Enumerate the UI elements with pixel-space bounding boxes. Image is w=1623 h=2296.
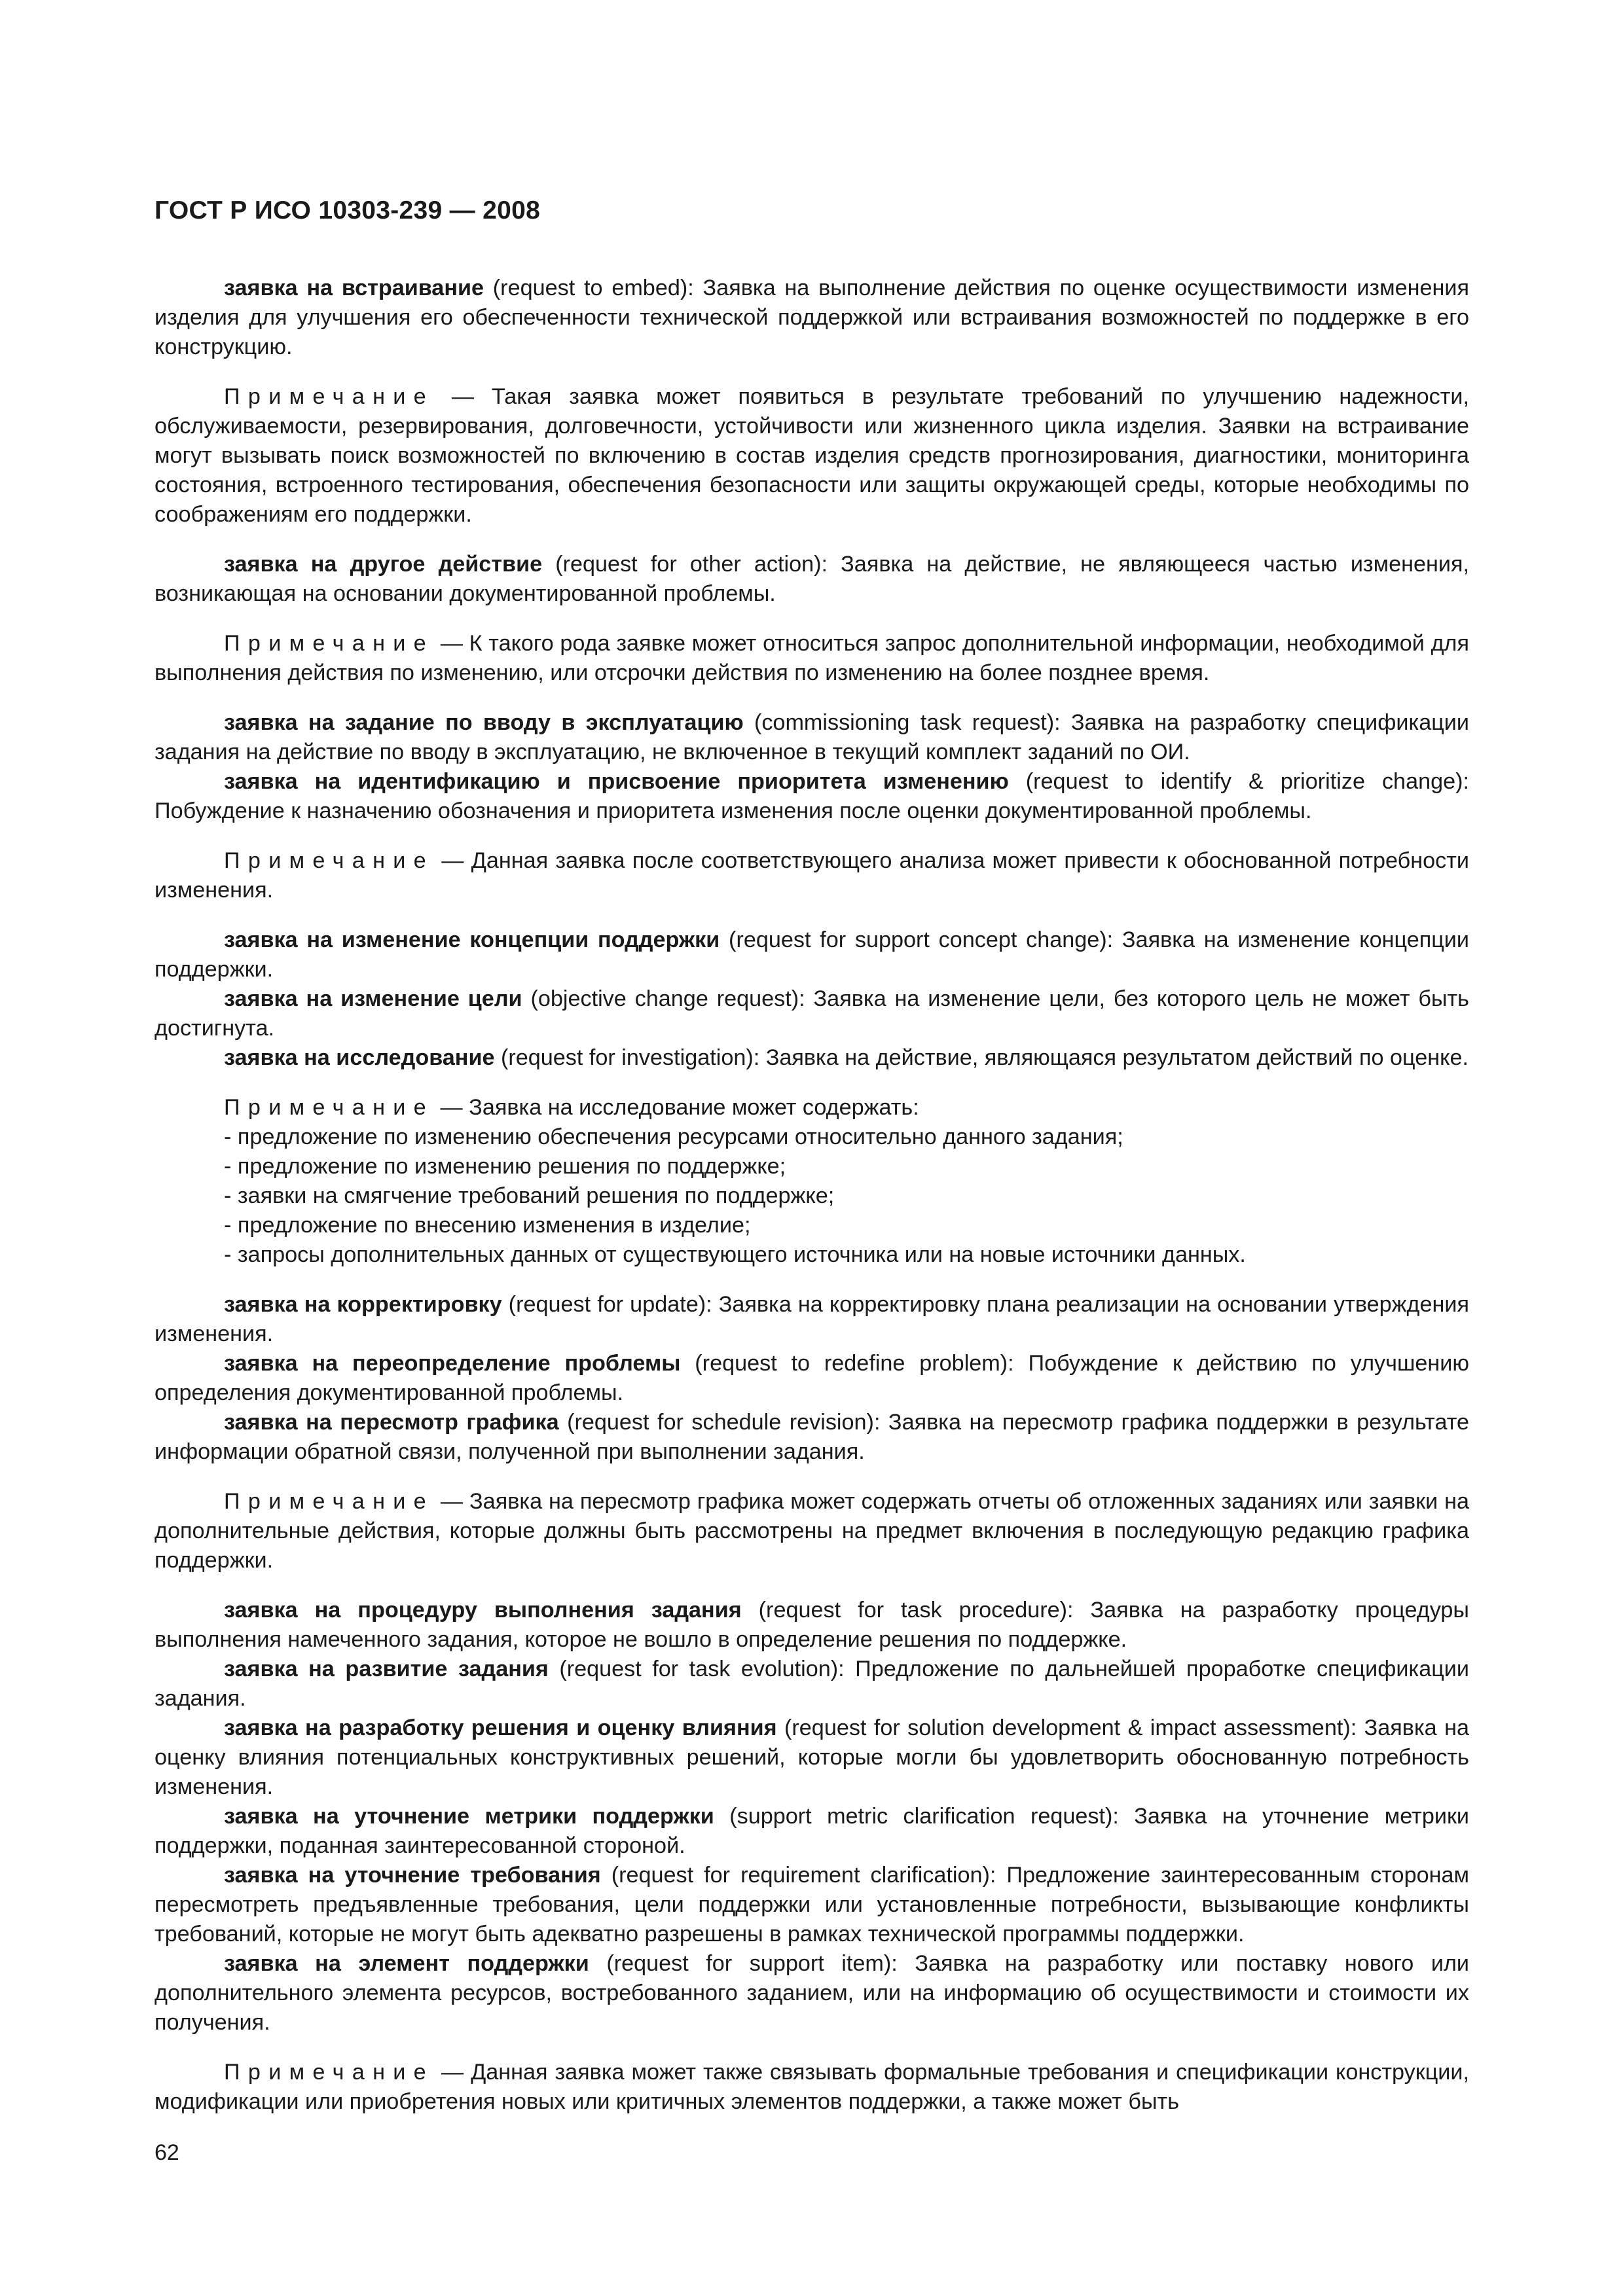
note-list-item: - предложение по изменению решения по поддержке; — [224, 1154, 786, 1179]
term-definition — [155, 1655, 1469, 1713]
term: заявка на встраивание — [224, 276, 484, 300]
term: заявка на задание по вводу в эксплуатацию — [224, 710, 744, 735]
term-definition — [155, 1802, 1469, 1861]
note-label: Примечание — [224, 1095, 434, 1120]
term: заявка на уточнение требования — [224, 1863, 601, 1888]
term-definition — [155, 984, 1469, 1043]
definition-text: (request for requirement clarification): Предложение заинтересованным сторонам пересмотреть предъявленные требования, цели поддержки или установленные потребности, вызывающие конфликты требований, которые не могут быть адекватно разрешены в рамках технической программы поддержки. — [155, 1863, 1469, 1946]
note-text: — Заявка на исследование может содержать: — [434, 1095, 919, 1120]
note — [155, 382, 1469, 529]
note-text: — Данная заявка после соответствующего анализа может привести к обоснованной потребности изменения. — [155, 848, 1469, 903]
definition-text: (request for solution development & impact assessment): Заявка на оценку влияния потенциальных конструктивных решений, которые могли бы удовлетворить обоснованную потребность изменения. — [155, 1715, 1469, 1799]
term-definition — [155, 767, 1469, 826]
term-definition — [155, 925, 1469, 984]
term-definition — [155, 1713, 1469, 1802]
note-list-item: - запросы дополнительных данных от существующего источника или на новые источники данных. — [224, 1242, 1246, 1267]
term-definition — [155, 1408, 1469, 1467]
term: заявка на уточнение метрики поддержки — [224, 1804, 714, 1829]
document-body — [155, 274, 1469, 2117]
note-list-item: - заявки на смягчение требований решения по поддержке; — [224, 1183, 835, 1208]
note-label: Примечание — [224, 848, 434, 873]
note — [155, 629, 1469, 688]
term: заявка на переопределение проблемы — [224, 1351, 681, 1376]
term: заявка на развитие задания — [224, 1657, 549, 1681]
term: заявка на изменение цели — [224, 986, 522, 1011]
definition-text: (commissioning task request): Заявка на разработку спецификации задания на действие по вводу в эксплуатацию, не включенное в текущий комплект заданий по ОИ. — [155, 710, 1469, 764]
note-label: Примечание — [224, 384, 434, 409]
definition-text: (request for support item): Заявка на разработку или поставку нового или дополнительного элемента ресурсов, востребованного заданием, или на информацию об осуществимости и стоимости их получения. — [155, 1951, 1470, 2035]
term-definition — [155, 708, 1469, 767]
definition-text: (objective change request): Заявка на изменение цели, без которого цель не может быть достигнута. — [155, 986, 1469, 1041]
term-definition — [155, 550, 1469, 609]
page-number: 62 — [155, 2140, 179, 2165]
page-header: ГОСТ Р ИСО 10303-239 — 2008 — [155, 196, 541, 224]
definition-text: (request to embed): Заявка на выполнение действия по оценке осуществимости изменения изделия для улучшения его обеспеченности технической поддержкой или встраивания возможностей по поддержке в его конструкцию. — [155, 276, 1469, 359]
term: заявка на разработку решения и оценку влияния — [224, 1715, 777, 1740]
term: заявка на идентификацию и присвоение приоритета изменению — [224, 769, 1009, 794]
note-text: — Данная заявка может также связывать формальные требования и спецификации конструкции, модификации или приобретения новых или критичных элементов поддержки, а также может быть — [155, 2060, 1469, 2114]
term-definition — [155, 1290, 1469, 1349]
note-label: Примечание — [224, 2060, 434, 2085]
note — [155, 2058, 1469, 2117]
term-definition — [155, 1861, 1469, 1949]
note — [155, 1487, 1469, 1575]
term: заявка на процедуру выполнения задания — [224, 1598, 742, 1623]
definition-text: (request for investigation): Заявка на действие, являющаяся результатом действий по оценке. — [494, 1045, 1468, 1070]
term: заявка на изменение концепции поддержки — [224, 927, 720, 952]
term: заявка на пересмотр графика — [224, 1410, 559, 1435]
note-list-item: - предложение по изменению обеспечения ресурсами относительно данного задания; — [224, 1124, 1123, 1149]
note — [155, 1093, 1469, 1122]
definition-text: (request for task procedure): Заявка на разработку процедуры выполнения намеченного задания, которое не вошло в определение решения по поддержке. — [155, 1598, 1469, 1652]
term: заявка на корректировку — [224, 1292, 502, 1317]
term: заявка на элемент поддержки — [224, 1951, 589, 1976]
term: заявка на исследование — [224, 1045, 495, 1070]
definition-text: (request for support concept change): Заявка на изменение концепции поддержки. — [155, 927, 1469, 982]
term-definition — [155, 1949, 1469, 2037]
note-text: — К такого рода заявке может относиться запрос дополнительной информации, необходимой для выполнения действия по изменению, или отсрочки действия по изменению на более позднее время. — [155, 631, 1469, 685]
note-text: — Заявка на пересмотр графика может содержать отчеты об отложенных заданиях или заявки на дополнительные действия, которые должны быть рассмотрены на предмет включения в последующую редакцию графика поддержки. — [155, 1489, 1469, 1573]
term-definition — [155, 1596, 1469, 1655]
note — [155, 846, 1469, 905]
definition-text: (request for task evolution): Предложение по дальнейшей проработке спецификации задания. — [155, 1657, 1470, 1711]
note-label: Примечание — [224, 631, 434, 656]
term: заявка на другое действие — [224, 552, 543, 577]
term-definition — [155, 1349, 1469, 1408]
note-list-item: - предложение по внесению изменения в изделие; — [224, 1213, 751, 1238]
definition-text: (request for schedule revision): Заявка на пересмотр графика поддержки в результате информации обратной связи, полученной при выполнении задания. — [155, 1410, 1469, 1464]
note-list — [155, 1122, 1469, 1270]
term-definition — [155, 1043, 1469, 1073]
definition-text: (request for other action): Заявка на действие, не являющееся частью изменения, возникающая на основании документированной проблемы. — [155, 552, 1470, 606]
term-definition — [155, 274, 1469, 362]
definition-text: (request to redefine problem): Побуждение к действию по улучшению определения документированной проблемы. — [155, 1351, 1469, 1405]
definition-text: (support metric clarification request): Заявка на уточнение метрики поддержки, поданная заинтересованной стороной. — [155, 1804, 1469, 1858]
definition-text: (request to identify & prioritize change): Побуждение к назначению обозначения и приоритета изменения после оценки документированной проблемы. — [155, 769, 1470, 823]
definition-text: (request for update): Заявка на корректировку плана реализации на основании утверждения изменения. — [155, 1292, 1469, 1346]
note-text: — Такая заявка может появиться в результате требований по улучшению надежности, обслуживаемости, резервирования, долговечности, устойчивости или жизненного цикла изделия. Заявки на встраивание могут вызывать поиск возможностей по включению в состав изделия средств прогнозирования, диагностики, мониторинга состояния, встроенного тестирования, обеспечения безопасности или защиты окружающей среды, которые необходимы по соображениям его поддержки. — [155, 384, 1469, 527]
note-label: Примечание — [224, 1489, 434, 1514]
